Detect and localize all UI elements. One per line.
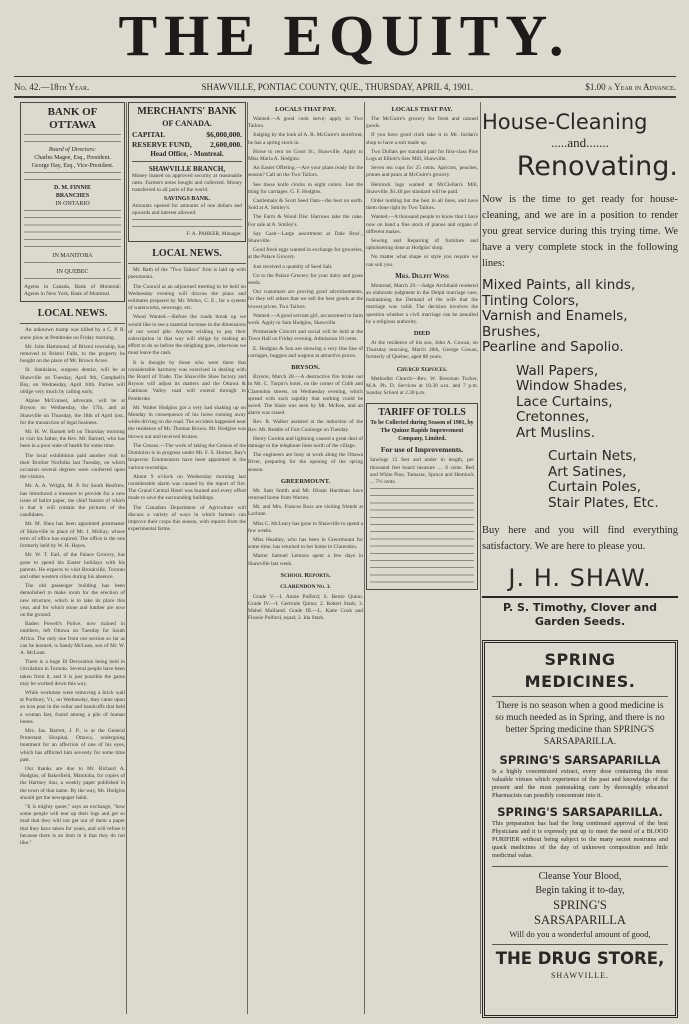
local-ad-item: Our customers are proving good advertisements, for they tell others that we sell the best goods at the lowest prices. Two Tailors. (248, 289, 363, 310)
bank-of-ottawa-ad (20, 102, 125, 302)
news-item: Mrs. Jas. Barrett, J. P., is at the General Protestant Hospital, Ottawa, undergoing treatment for an affection of one of his eyes, which has afflicted him severely for some time past. (20, 727, 125, 763)
delpit-text: Montreal, March 29.—Judge Archibald rendered an elaborate judgment in the Delpit marriage case, maintaining the Demand of the wife that the marriage was valid. The decision involves the question whether a civil marriage can be annulled by a religious authority. (366, 282, 478, 325)
news-item: There is a huge Ill Decoration being held in circulation in Toronto. Several people have been taken from it, and it is just possible the game may be worked down this way. (20, 659, 125, 687)
local-ad-item: An Easter Offering.—Are your plans ready for the season? Call on the Two Tailors. (248, 165, 363, 179)
local-news-articles (20, 327, 125, 847)
goods-item: Curtain Poles, (548, 479, 641, 495)
local-ad-item: Wanted.—A good cook stove; apply to Two Tailors. (248, 116, 363, 130)
news-item: Baden Powell's Police, now trained in numbers, left Ottawa on Tuesday for South Africa. The only one from our section so far as can be learned, is Sandy McLean, son of Mr. W. A. McLean. (20, 621, 125, 656)
news-item: Our thanks are due to Mr. Richard A. Hodgins, of Bakerfield, Manitoba, for copies of the Hartney Star, a weekly paper published in the town of that name. By the way, Mr. Hodgins should get the newspaper habit. (20, 765, 125, 801)
goods-item: Curtain Nets, (548, 448, 637, 464)
local-news-2-articles (128, 267, 246, 533)
shaw-seeds: P. S. Timothy, Clover and Garden Seeds. (502, 601, 658, 628)
sarsaparilla-para-2: This preparation has had the long continued approval of the best Physicians and it is expressly put up to meet the need of a BLOOD PURIFIER without being subject to the many secret nostrums and quack medicines of the day of unknown composition and little medicinal value. (492, 820, 668, 859)
merchants-bank-ad (128, 102, 246, 242)
goods-item: Varnish and Enamels, (482, 308, 628, 324)
bank-manager: D. M. FINNIE (54, 185, 91, 191)
sarsaparilla-sub-2: SPRING'S SARSAPARILLA. (497, 805, 663, 819)
tariff-title: TARIFF OF TOLLS (378, 407, 466, 419)
news-item: "It is mighty queer," says an exchange, "how some people will tear up their logs and get so mad that they will not get out of them a paper that they have taken for years, and will refuse it because there is an item in it that they do not like." (20, 804, 125, 847)
local-ad-item: Sewing and Repairing of furniture and upholstering done at Hodgins' shop. (366, 238, 478, 252)
bank-details-text (24, 132, 121, 146)
drug-rule (492, 866, 668, 867)
local-ad-item: Two Dollars per standard pair for first-class Pine Logs at Elliott's Saw Mill, Shawville. (366, 148, 478, 163)
news-item: It is thought by those who were there that considerable harmony was exercised in dealing with the Board of Trade. The Shawville Shoe factory and Bryson will adjust its matters and the Ottawa & Gatineau Valley road will extend through to Pembroke. (128, 359, 246, 402)
shaw-name: J. H. SHAW. (508, 564, 652, 592)
died-text: At the residence of his son, John A. Cowan, on Thursday morning, March 28th, George Cowan, formerly of Quebec, aged 88 years. (366, 340, 478, 361)
local-ad-item: Say Cash—Large assortment at Dale Bros'., Shawville. (248, 230, 363, 245)
reserve-line (132, 140, 242, 150)
goods-item: Pearline and Sapolio. (482, 339, 624, 355)
bryson-item: Rev. R. Walker assisted at the induction of the Rev. Mr. Reddin of Fort Coulonge on Tuesday. (248, 419, 363, 433)
tariff-of-tolls-ad (366, 403, 478, 590)
merchants-bank-subtitle: OF CANADA. (162, 119, 212, 128)
bryson-item: The engineers are busy at work along the Ottawa River, preparing for the opening of the spring season. (248, 452, 363, 473)
local-ad-item: Wanted.—A thousand people to know that I have now on hand a fine stock of pianos and organs of different makes. (366, 214, 478, 235)
ontario-branches-list (24, 208, 121, 252)
manitoba-branches-list (24, 260, 121, 268)
reserve-value: 2,600,000. (210, 140, 242, 149)
local-ad-item: See those knife clocks in eight colors. Just the thing for carriages. G. F. Hodgins. (248, 181, 363, 195)
capital-value: $6,000,000. (206, 130, 242, 139)
bank-rule (132, 161, 242, 162)
local-ad-item: E. Hodgins & Son are showing a very fine line of carriages, buggies and wagons at attractive prices. (248, 345, 363, 359)
goods-item: Art Satines, (548, 463, 627, 480)
shaw-intro: Now is the time to get ready for house-cleaning, and we are in a position to render you great service during this trying time. We have a very complete stock in the following lines: (482, 194, 678, 269)
local-ad-item: Go to the Palace Grocery for your dairy and grass seeds. (248, 272, 363, 287)
tariff-sub: To be Collected during Season of 1901, by The Quinze Rapids Improvement Company, Limited. (370, 420, 474, 443)
local-ad-item: Promenade Concert and social will be held at the Town Hall on Friday evening. Admission 10 cents. (248, 329, 363, 343)
bryson-item: Bryson, March 28.—A destructive fire broke out in Mr. C. Turpin's hotel, on the corner of Cobb and Clarendon streets, on Wednesday evening, which spread with such rapidity that nothing could be saved. The blaze was seen by Mr. McKee, and an alarm was raised. (248, 374, 363, 417)
news-item: Mr. H. W. Barnett left on Thursday morning to visit his father, the Rev. Mr. Barnett, who has been in a poor state of health for some time. (20, 429, 125, 450)
news-item: Mr. A. A. Wright, M. P. for South Renfrew, has introduced a measure to provide for a new issue of ballot paper, the chief feature of which is that it will contain the pictures of the candidates. (20, 483, 125, 519)
sarsaparilla-line: SARSAPARILLA (534, 913, 626, 927)
column-2 (128, 102, 246, 1014)
local-ad-item: Order nothing but the best in all lines, and have them done right by Two Tailors. (366, 198, 478, 212)
news-item: While workmen were removing a brick wall at Portbury, Vt., on Wednesday, they came upon an iron post in the cellar and handcuffs that held a woman fast, found among a pile of human bones. (20, 689, 125, 725)
local-ad-item: Castlemain & Scott Seed Oats—the best on earth. Sold at A. Smiley's. (248, 198, 363, 212)
goods-item: Stair Plates, Etc. (548, 494, 659, 511)
bank-vice-president: George Hay, Esq., Vice-President. (31, 163, 114, 169)
section-rule (20, 323, 125, 324)
section-rule (128, 263, 246, 264)
news-item: Alpine McConnel, advocate, will be at Bryson on Wednesday, the 17th, and at Shawville on Thursday, the 18th of April inst., for the transaction of legal business. (20, 398, 125, 426)
news-item: The Council at an adjourned meeting to be held on Wednesday evening will discuss the plans and estimates prepared by Mr. Mohrs, C. E., for a system of waterworks, sewerage, etc. (128, 283, 246, 312)
shawville-branch: SHAWVILLE BRANCH, (148, 165, 226, 173)
branches-label: BRANCHES (55, 193, 90, 199)
local-ad-item: Just received a quantity of Seed Salt. (253, 263, 333, 270)
news-item: St. Stanislaus, surgeon dentist, will be at Shawville on Tuesday, April 9th, Campbell's Bay, on Wednesday, April 10th. Parties will oblige very much by calling early. (20, 367, 125, 396)
drug-rule (492, 944, 668, 945)
goods-group-3 (482, 449, 678, 511)
bryson-items (248, 374, 363, 474)
renovating-title: Renovating. (516, 151, 678, 182)
greermount-items (248, 488, 363, 568)
goods-group-2 (482, 364, 678, 442)
local-ad-item: If you have good cloth take it to Mr. Jordan's shop to have a suit made up. (366, 132, 478, 146)
local-ad-item: Seven tea cups for 25 cents. Apricots, peaches, prunes and pears at McGuire's grocery. (366, 165, 478, 179)
masthead-title: THE EQUITY. (118, 3, 571, 68)
goods-item: Tinting Colors, (482, 292, 580, 309)
place-date: SHAWVILLE, PONTIAC COUNTY, QUE., THURSDAY, APRIL 4, 1901. (201, 82, 474, 92)
local-ad-item: The Farm & Wood Disc Harrows take the cake. For sale at A. Smiley's. (248, 214, 363, 228)
bank-agents: Agents in Canada, Bank of Montreal; Agents in New York, Bank of Montreal. (24, 284, 121, 298)
tariff-rates-list (370, 486, 474, 586)
drug-store-name: THE DRUG STORE, (495, 949, 665, 968)
local-news-2-heading: LOCAL NEWS. (152, 248, 222, 260)
manitoba-branches-label: IN MANITOBA (52, 253, 93, 259)
greermount-item: Miss Headley, who has been in Greermount for some time, has returned to her home in Clarendon. (248, 536, 363, 551)
locals-that-pay-2-heading: LOCALS THAT PAY. (391, 106, 453, 113)
capital-label: CAPITAL (132, 130, 166, 139)
column-rule (480, 102, 481, 1014)
news-item: About 9 o'clock on Wednesday morning last considerable alarm was caused by the report of fire. The Grand Central Hotel was burned and every effort made to save the surrounding buildings. (128, 473, 246, 502)
goods-item: Brushes, (482, 323, 541, 340)
column-4 (366, 102, 478, 1014)
tariff-text: Sawlogs 12 feet and under in length, per thousand feet board measure .... 6 cents. Red and White Pine, Tamarac, Spruce and Hemlock ... 7½ cents. (370, 457, 474, 485)
local-ad-item: Hemlock logs wanted at McClellan's Mill, Shawville. $1.40 per standard will be paid. (366, 181, 478, 195)
house-cleaning-title: House-Cleaning (482, 110, 648, 134)
news-item: The Canadian Department of Agriculture will discuss a variety of ways in which farmers can improve their crops this season, with reports from the experimental farms. (128, 504, 246, 533)
locals-that-pay-items (248, 116, 363, 360)
bank-of-ottawa-title: BANK OF OTTAWA (47, 106, 98, 131)
shaw-rule (482, 596, 678, 598)
died-heading: DIED (413, 330, 431, 338)
column-rule (126, 102, 127, 1014)
goods-item: Wall Papers, (516, 362, 599, 379)
column-1 (20, 102, 125, 1014)
spring-medicines-title: SPRING MEDICINES. (524, 650, 636, 691)
column-rule (364, 102, 365, 1014)
news-item: Mr. Rath of the "Two Tailors" firm is laid up with pneumonia. (128, 267, 246, 281)
reserve-label: RESERVE FUND, (132, 140, 192, 149)
goods-group-1 (482, 278, 678, 356)
church-text: Methodist Church—Rev. W. Bowman Tucker, M.A. Ph. D. Services at 10.30 a.m. and 7 p.m. Sunday School at 2.30 p.m. (366, 375, 478, 397)
bank-directors-text (24, 170, 121, 184)
greermount-item: Master Samuel Lemons spent a few days in Shawville last week. (248, 553, 363, 567)
news-item: Mr. Walter Hodgins got a very bad shaking up on Monday in consequence of his horse running away while driving on the road. The accident happened near the residence of Mr. Thomas Brown. Mr. Hodgins was thrown out and received bruises. (128, 404, 246, 440)
news-item: Mr. M. Shea has been appointed postmaster of Shawville in place of Mr. J. McKay, whose term of office has expired. The office is the one formerly held by W. H. Hayes. (20, 521, 125, 550)
goods-item: Lace Curtains, (516, 393, 613, 410)
school-reports-text: Grade V.—I. Annie Pulford; S. Bertie Quinn. Grade IV.—I. Gertrude Quinn; 2. Robert Stark; 3. Mabel Mulliand. Grade III.—L. Katie Cook and Flossie Pulford, equal; 2. Ida Stark. (248, 593, 363, 622)
news-item: Mr. John Hammond, of Bristol township, has removed to Bristol Falls, to the property he bought on the place of Mr. Brown Acres. (20, 343, 125, 365)
issue-number: No. 42.—18th Year. (14, 82, 90, 92)
greermount-item: Miss C. McLeary has gone to Shawville to spend a few weeks. (248, 520, 363, 534)
greermount-item: Mr. Sam Smith and Mr. Hiram Hurdman have returned home from Warren. (248, 487, 363, 501)
springs-line: SPRING'S (553, 898, 607, 912)
locals-that-pay-2-items (366, 116, 478, 269)
bryson-heading: BRYSON. (291, 364, 320, 372)
goods-item: Cretonnes, (516, 409, 590, 425)
greermount-heading: GREERMOUNT. (280, 477, 331, 485)
bank-president: Charles Magee, Esq., President. (34, 155, 111, 161)
quebec-branches-list (24, 276, 121, 284)
news-item: The Census.—The work of taking the Census of the Dominion is in progress under Mr. F. S. Horner, Bay's Inspector. Enumerators have been appointed in the various townships. (128, 442, 246, 471)
news-item: Mr. W. T. Earl, of the Palace Grocery, has gone to spend his Easter holidays with his parents. He expects to visit Brookville, Toronto and other western cities during his absence. (20, 552, 125, 580)
savings-bank: SAVINGS BANK. (163, 195, 211, 202)
local-ad-item: Wanted.—A good servant girl, accustomed to farm work. Apply to Sam Hodgins, Shawville. (248, 312, 363, 327)
goods-item: Mixed Paints, all kinds, (482, 277, 636, 293)
sarsaparilla-sub-1: SPRING'S SARSAPARILLA (499, 753, 661, 767)
drug-store-town: SHAWVILLE. (550, 971, 609, 980)
office-hours-text (132, 217, 242, 231)
directors-label: Board of Directors: (48, 147, 97, 153)
drug-store-advertisement (482, 640, 678, 1018)
bryson-item: Henry Gordon and lightning caused a great deal of damage to the telephone lines north of the village. (248, 435, 363, 449)
local-ad-item: No matter what shape or style you require we can suit you. (366, 254, 478, 268)
and-line: .....and....... (551, 135, 609, 150)
capital-line (132, 130, 242, 140)
local-ad-item: Good fresh eggs wanted in exchange for groceries, at the Palace Grocery. (248, 247, 363, 261)
bank-manager-sign: F. A. PARKER, Manager. (186, 231, 242, 238)
school-reports-heading: School Reports. (280, 571, 331, 579)
cleanse-line: Cleanse Your Blood, (538, 871, 622, 882)
goods-item: Window Shades, (516, 378, 628, 394)
dateline (14, 76, 676, 98)
tariff-improvements: For use of Improvements. (380, 445, 464, 455)
news-item: Wood Wanted.—Before the roads break up we would like to see a material increase in the dimensions of our wood pile. Anyone wishing to pay their subscription in that way will oblige by making an effort to do so before the sleighing goes, otherwise we must leave the cash. (128, 314, 246, 357)
begin-line: Begin taking it to-day, (535, 885, 625, 896)
school-reports-sub: CLARENDON No. 3. (280, 583, 331, 590)
local-ad-item: Judging by the look of A. R. McGuire's storefront, he has a spring stock in. (248, 132, 363, 146)
subscription-price: $1.00 a Year in Advance. (585, 82, 676, 92)
sarsaparilla-para-1: Is a highly concentrated extract, every dose containing the most valuable virtues which experience of the past and knowledge of the present and the most painstaking care by thoroughly educated Pharmacists can possibly concentrate into it. (492, 768, 668, 799)
drug-intro: There is no season when a good medicine is so much needed as in Spring, and there is no better Spring medicine than SPRING'S SARSAPARILLA. (495, 701, 665, 747)
head-office: Head Office, - Montreal. (150, 150, 224, 158)
branch-text: Money loaned on approved security at reasonable rates. Farmers notes bought and collected. Money transferred to all parts of the world. (132, 173, 242, 194)
news-item: An unknown tramp was killed by a C. P. R. snow plow at Pembroke on Friday morning. (20, 327, 125, 341)
delpit-heading: Mrs. Delpit Wins (395, 271, 449, 280)
shaw-advertisement (482, 110, 678, 629)
locals-that-pay-heading: LOCALS THAT PAY. (275, 106, 336, 113)
local-ad-item: The McGuire's grocery for fresh and canned goods. (366, 116, 478, 130)
local-news-heading: LOCAL NEWS. (37, 308, 108, 320)
news-item: The old passenger building has been demolished to make room for the erection of new structure, which is to take its place this year, and for which stone and lumber are now on the ground. (20, 583, 125, 618)
church-heading: Church Services. (396, 365, 448, 373)
wonderful-line: Will do you a wonderful amount of good, (509, 929, 651, 939)
savings-text: Amounts opened for amounts of one dollars and upwards and interest allowed. (132, 202, 242, 216)
merchants-bank-title: MERCHANTS' BANK (137, 106, 237, 117)
drug-rule (492, 696, 668, 697)
ontario-branches-label: IN ONTARIO (55, 201, 90, 207)
news-item: The local exhibitions paid another visit to their Brother Norfolks last Tuesday, on which occasion several degrees were conferred upon the visitors. (20, 452, 125, 481)
column-3 (248, 102, 363, 1014)
quebec-branches-label: IN QUEBEC (56, 269, 89, 275)
shaw-closing: Buy here and you will find everything satisfactory. We are here to please you. (482, 525, 678, 552)
local-ad-item: Horse to rent on Court St., Shawville. Apply to Miss Maria A. Hodgins. (248, 148, 363, 163)
goods-item: Art Muslins. (516, 424, 595, 441)
greermount-item: Mr. and Mrs. Frances Ross are visiting friends at Lachute. (248, 504, 363, 518)
